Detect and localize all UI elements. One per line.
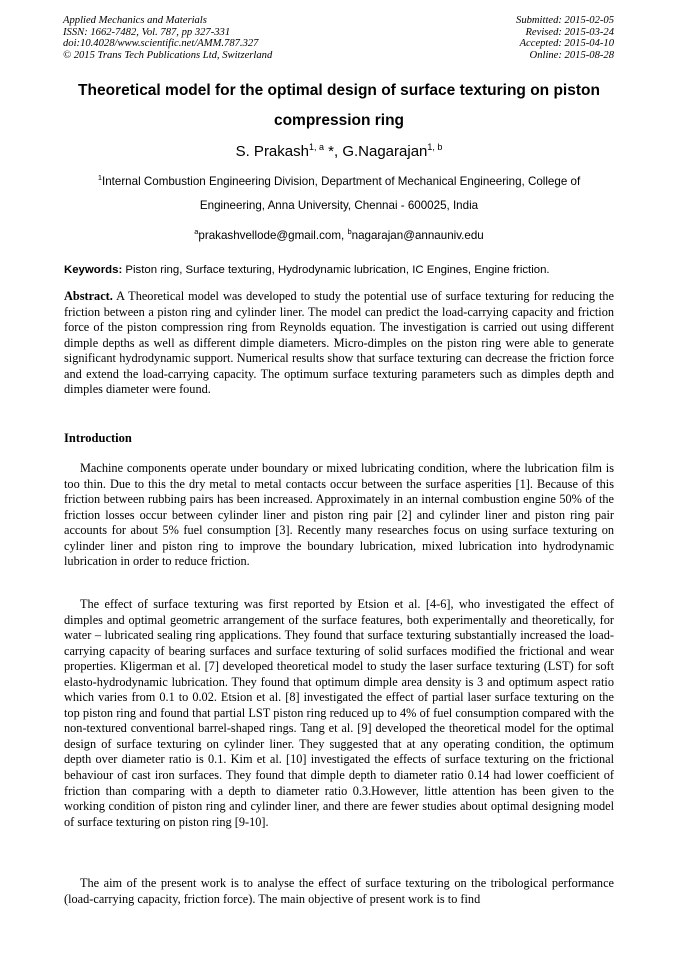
email-superscript: a — [194, 227, 199, 236]
keywords — [64, 260, 624, 280]
abstract-label: Abstract. — [64, 289, 113, 303]
paper-title-line-2: compression ring — [273, 112, 405, 129]
author-name: S. Prakash — [235, 143, 309, 160]
author-emails — [40, 226, 638, 246]
date-submitted: Submitted: 2015-02-05 — [516, 15, 614, 26]
paragraph: The effect of surface texturing was first reported by Etsion et al. [4-6], who investigated the effect of dimples and optimal geometric arrangement of the surface features, both experimentally and theoretically, for water – lubricated sealing ring applications. They found that surface texturing substantially increased the load-carrying capacity of bearing surfaces and surface texturing of solid surfaces modified the frictional and wear properties. Kligerman et al. [7] developed theoretical model to study the laser surface texturing (LST) for soft elasto-hydrodynamic lubrication. They found that optimum dimple area density is 3 and optimum aspect ratio which varies from 0.1 to 0.02. Etsion et al. [8] investigated the effect of partial laser surface texturing on the top piston ring and found that partial LST piston ring reduced up to 4% of fuel consumption compared with the non-textured conventional barrel-shaped rings. Tang et al. [9] developed the theoretical model for the optimal design of surface texturing on cylinder liner. They suggested that at any operating condition, the optimum depth over diameter ratio is 0.1. Kim et al. [10] investigated the effects of surface texturing on the frictional behaviour of cast iron surfaces. They found that dimple depth to diameter ratio 0.14 had lower coefficient of friction than comparing with a depth to diameter ratio 0.3.However, little attention has been given to the working condition of piston ring and cylinder liner, and there are fewer studies about optimal designing model of surface texturing on piston ring [9-10]. — [64, 597, 614, 829]
author-superscript: 1, a — [308, 142, 324, 152]
journal-doi: doi:10.4028/www.scientific.net/AMM.787.327 — [63, 38, 259, 50]
affiliation-line-2: Engineering, Anna University, Chennai - 600025, India — [199, 199, 479, 212]
paper-title — [40, 76, 638, 136]
author-superscript: 1, b — [427, 142, 443, 152]
date-revised: Revised: 2015-03-24 — [525, 26, 614, 38]
section-heading-introduction: Introduction — [64, 431, 132, 445]
journal-copyright: © 2015 Trans Tech Publications Ltd, Switzerland — [63, 49, 273, 61]
author-list — [40, 142, 638, 162]
keywords-text: Piston ring, Surface texturing, Hydrodynamic lubrication, IC Engines, Engine friction. — [122, 264, 550, 276]
abstract-text: A Theoretical model was developed to study the potential use of surface texturing for reducing the friction between a piston ring and cylinder liner. The model can predict the load-carrying capacity and friction force of the piston compression ring from Reynolds equation. The investigation is carried out using different dimple depths as well as different dimple diameters. Micro-dimples on the piston ring were able to generate significant hydrodynamic support. Numerical results show that surface texturing can decrease the friction force and extend the load-carrying capacity. The optimum surface texturing parameters such as dimples depth and dimples diameter were found. — [64, 289, 614, 397]
keywords-label: Keywords: — [64, 264, 123, 276]
journal-header-right — [516, 15, 614, 61]
email-address: prakashvellode@gmail.com, — [198, 229, 348, 242]
paper-title-line-1: Theoretical model for the optimal design of surface texturing on piston — [78, 82, 600, 99]
affiliation-superscript: 1 — [97, 173, 102, 182]
paragraph: Machine components operate under boundary or mixed lubricating condition, where the lubrication film is too thin. Due to this the dry metal to metal contacts occur between the surface asperities [1]. Because of this friction between rubbing pairs has been increased. Approximately in an internal combustion engine 50% of the friction losses occur between cylinder liner and piston ring pair [2] and cylinder liner and piston ring pair accounts for about 5% fuel consumption [3]. Recently many researches focus on using surface texturing on cylinder liner and piston ring to improve the boundary lubrication, mixed lubrication into hydrodynamic lubrication in order to reduce friction. — [64, 461, 614, 569]
affiliation — [40, 170, 638, 218]
abstract — [64, 289, 614, 398]
journal-issn: ISSN: 1662-7482, Vol. 787, pp 327-331 — [63, 26, 231, 38]
paragraph: The aim of the present work is to analyse the effect of surface texturing on the tribological performance (load-carrying capacity, friction force). The main objective of present work is to find — [64, 876, 614, 906]
email-superscript: b — [347, 227, 352, 236]
corresponding-mark: *, — [323, 143, 343, 160]
journal-name: Applied Mechanics and Materials — [63, 15, 207, 26]
affiliation-line-1: $^1$Internal Combustion Engineering Division, Department of Mechanical Engineering, College of — [97, 173, 581, 188]
journal-header-left — [63, 15, 272, 61]
date-online: Online: 2015-08-28 — [529, 49, 614, 61]
date-accepted: Accepted: 2015-04-10 — [519, 38, 614, 50]
author-name: G.Nagarajan — [342, 143, 428, 160]
email-address: nagarajan@annauniv.edu — [351, 229, 484, 242]
